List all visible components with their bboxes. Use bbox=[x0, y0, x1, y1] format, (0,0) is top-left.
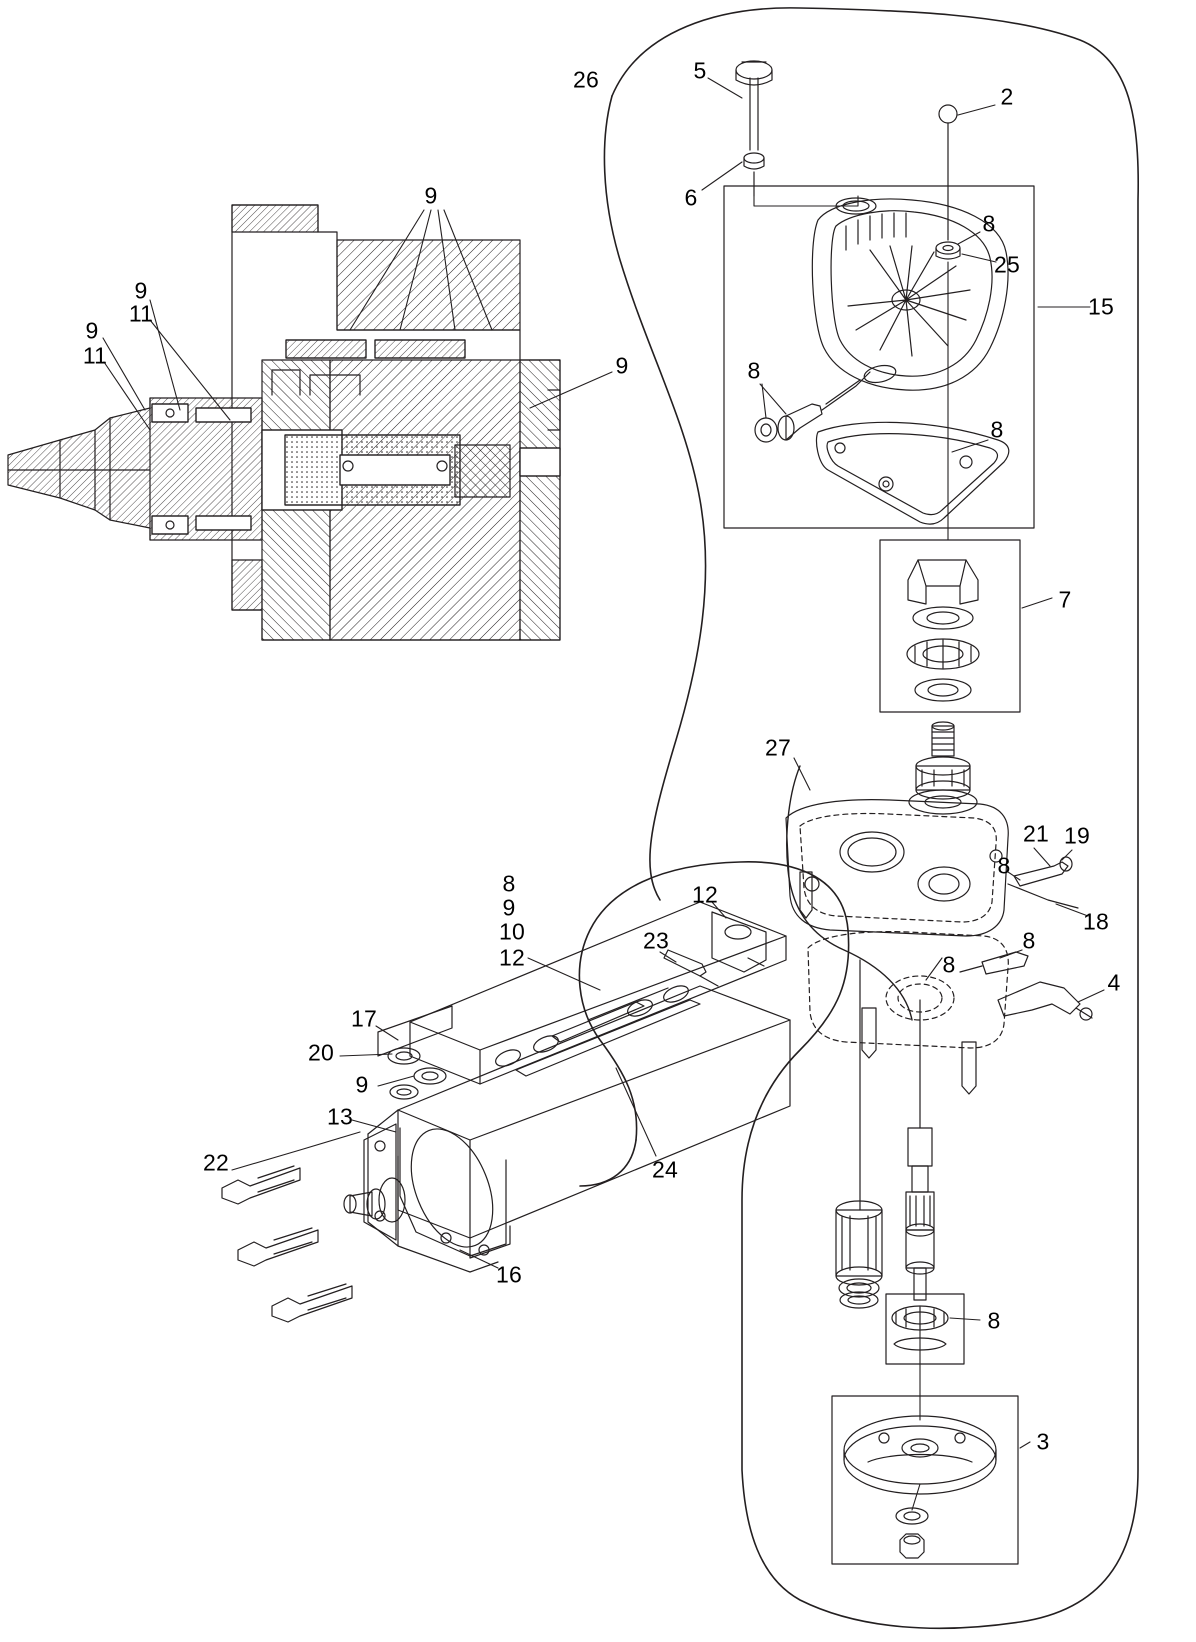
callout-number: 11 bbox=[128, 300, 154, 327]
callout-number: 8 bbox=[982, 210, 996, 237]
callout-number: 11 bbox=[82, 342, 108, 369]
callout-number: 21 bbox=[1023, 820, 1049, 847]
callout-number: 8 bbox=[942, 951, 956, 978]
callout-number: 8 bbox=[1022, 927, 1036, 954]
callout-number: 15 bbox=[1088, 293, 1114, 320]
callout-number: 9 bbox=[424, 182, 438, 209]
callout-number: 18 bbox=[1083, 908, 1109, 935]
callout-number: 12 bbox=[692, 881, 718, 908]
callout-number: 23 bbox=[643, 927, 669, 954]
callout-number: 9 bbox=[615, 352, 629, 379]
callout-number: 17 bbox=[351, 1005, 377, 1032]
callout-number: 12 bbox=[499, 944, 525, 971]
callout-number: 9 bbox=[85, 317, 99, 344]
callout-number: 4 bbox=[1107, 969, 1121, 996]
callout-number: 9 bbox=[355, 1071, 369, 1098]
callout-number: 8 bbox=[987, 1307, 1001, 1334]
callout-number: 3 bbox=[1036, 1428, 1050, 1455]
callout-number: 16 bbox=[496, 1261, 522, 1288]
callout-number: 24 bbox=[652, 1156, 678, 1183]
callout-number: 27 bbox=[765, 734, 791, 761]
callout-number: 19 bbox=[1064, 822, 1090, 849]
callout-number: 6 bbox=[684, 184, 698, 211]
callout-number: 22 bbox=[203, 1149, 229, 1176]
callout-number: 20 bbox=[308, 1039, 334, 1066]
callout-number: 2 bbox=[1000, 83, 1014, 110]
callout-number: 8 bbox=[747, 357, 761, 384]
callout-number: 13 bbox=[327, 1103, 353, 1130]
callout-number: 10 bbox=[499, 918, 525, 945]
callout-number: 9 bbox=[134, 277, 148, 304]
callout-number: 26 bbox=[573, 66, 599, 93]
callout-number: 9 bbox=[502, 894, 516, 921]
callout-number: 8 bbox=[990, 416, 1004, 443]
callout-number: 7 bbox=[1058, 586, 1072, 613]
callout-number: 8 bbox=[997, 852, 1011, 879]
callout-number: 25 bbox=[994, 251, 1020, 278]
callout-number: 8 bbox=[502, 870, 516, 897]
callout-number: 5 bbox=[693, 57, 707, 84]
